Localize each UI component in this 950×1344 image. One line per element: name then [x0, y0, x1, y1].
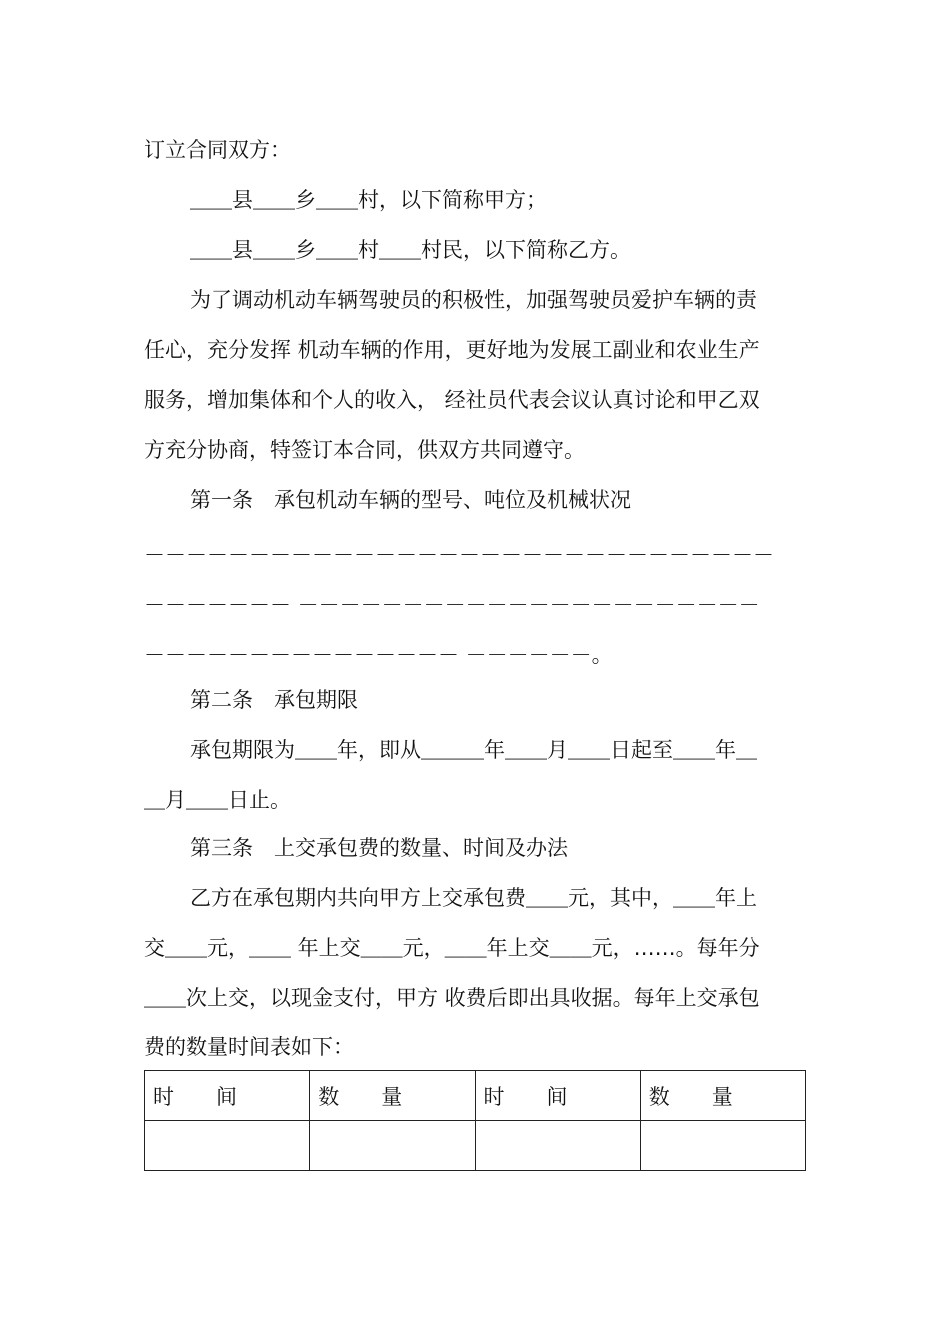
article-3-text-line-3: ＿＿次上交，以现金支付，甲方 收费后即出具收据。每年上交承包 — [144, 986, 760, 1010]
preamble-line-2: 任心，充分发挥 机动车辆的作用，更好地为发展工副业和农业生产 — [144, 338, 760, 362]
table-header-cell: 数 量 — [310, 1071, 475, 1121]
article-2-text-line-2: ＿月＿＿日止。 — [144, 788, 291, 812]
table-header-cell: 时 间 — [145, 1071, 310, 1121]
article-2-heading: 第二条 承包期限 — [190, 688, 358, 712]
party-b-line: ＿＿县＿＿乡＿＿村＿＿村民，以下简称乙方。 — [190, 238, 631, 262]
table-cell — [310, 1121, 475, 1171]
article-3-text-line-1: 乙方在承包期内共向甲方上交承包费＿＿元，其中，＿＿年上 — [190, 886, 757, 910]
table-cell — [475, 1121, 640, 1171]
table-cell — [640, 1121, 805, 1171]
preamble-line-4: 方充分协商，特签订本合同，供双方共同遵守。 — [144, 438, 585, 462]
article-1-blank-line-3: －－－－－－－－－－－－－－－ －－－－－－。 — [144, 643, 613, 667]
preamble-line-1: 为了调动机动车辆驾驶员的积极性，加强驾驶员爱护车辆的责 — [190, 288, 757, 312]
article-1-blank-line-2: －－－－－－－ －－－－－－－－－－－－－－－－－－－－－－ — [144, 593, 760, 617]
party-a-line: ＿＿县＿＿乡＿＿村，以下简称甲方； — [190, 188, 547, 212]
table-header-row — [145, 1071, 806, 1121]
fee-schedule-table — [144, 1070, 806, 1171]
article-1-heading: 第一条 承包机动车辆的型号、吨位及机械状况 — [190, 488, 631, 512]
table-header-cell: 时 间 — [475, 1071, 640, 1121]
table-header-cell: 数 量 — [640, 1071, 805, 1121]
table-cell — [145, 1121, 310, 1171]
article-1-blank-line-1: －－－－－－－－－－－－－－－－－－－－－－－－－－－－－－ — [144, 543, 774, 567]
article-2-text-line-1: 承包期限为＿＿年，即从＿＿＿年＿＿月＿＿日起至＿＿年＿ — [190, 738, 757, 762]
preamble-line-3: 服务，增加集体和个人的收入， 经社员代表会议认真讨论和甲乙双 — [144, 388, 760, 412]
contract-parties-heading: 订立合同双方： — [144, 138, 291, 162]
article-3-text-line-2: 交＿＿元，＿＿ 年上交＿＿元，＿＿年上交＿＿元，……。每年分 — [144, 936, 760, 960]
article-3-heading: 第三条 上交承包费的数量、时间及办法 — [190, 836, 568, 860]
table-row — [145, 1121, 806, 1171]
article-3-text-line-4: 费的数量时间表如下： — [144, 1035, 354, 1059]
